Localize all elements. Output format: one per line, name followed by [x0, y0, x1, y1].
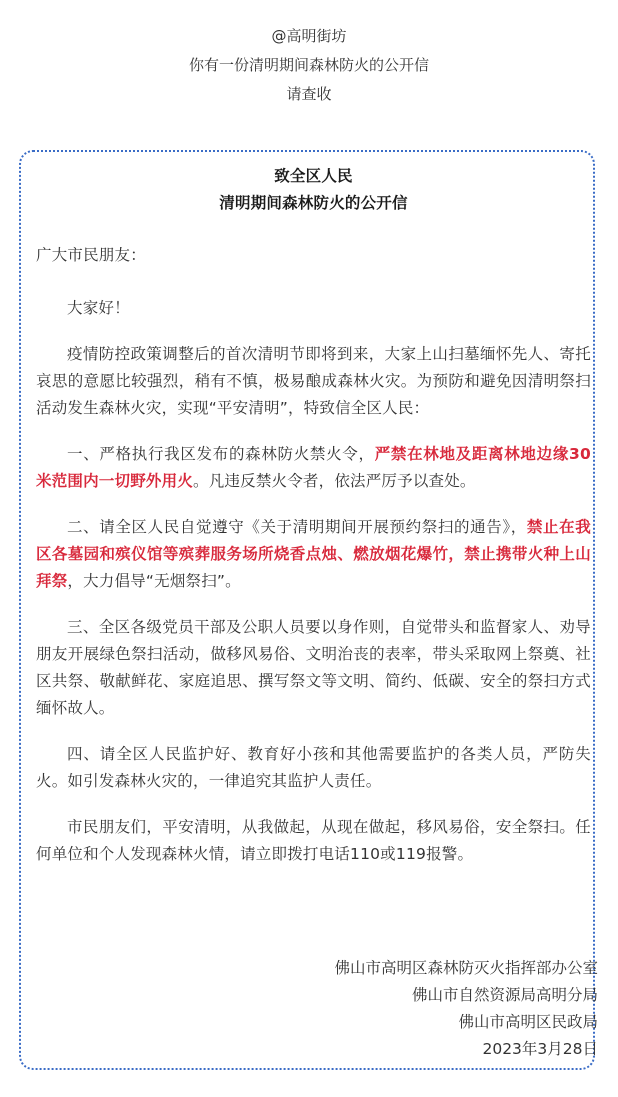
signatory-bureau: 佛山市高明区民政局: [458, 1013, 598, 1031]
intro-line: 请查收: [286, 85, 332, 103]
intro-line: 你有一份清明期间森林防火的公开信: [188, 56, 429, 74]
item-text: 一、严格执行我区发布的森林防火禁火令，: [67, 445, 375, 463]
letter-title-line: 致全区人民: [274, 167, 353, 185]
letter-date: 2023年3月28日: [482, 1040, 598, 1058]
salutation: 广大市民朋友：: [36, 246, 146, 264]
greeting: 大家好！: [67, 299, 130, 317]
letter-title: [36, 163, 591, 217]
highlighted-prohibition: 严禁在林地及距离林地边缘30米范围内一切野外用火: [36, 445, 591, 490]
intro-block: [0, 22, 618, 109]
signature-block: [334, 955, 598, 1063]
account-handle: @高明街坊: [271, 27, 347, 45]
item-one-paragraph: [36, 441, 591, 495]
letter-title-line: 清明期间森林防火的公开信: [219, 194, 408, 212]
item-text: ，大力倡导“无烟祭扫”。: [67, 572, 241, 590]
closing-paragraph: 市民朋友们，平安清明，从我做起，从现在做起，移风易俗，安全祭扫。任何单位和个人发现森林火情，请立即拨打电话110或119报警。: [36, 818, 591, 863]
item-three-paragraph: 三、全区各级党员干部及公职人员要以身作则，自觉带头和监督家人、劝导朋友开展绿色祭扫活动，做移风易俗、文明治丧的表率，带头采取网上祭奠、社区共祭、敬献鲜花、家庭追思、撰写祭文等文明、简约、低碳、安全的祭扫方式缅怀故人。: [36, 618, 591, 717]
intro-paragraph: 疫情防控政策调整后的首次清明节即将到来，大家上山扫墓缅怀先人、寄托哀思的意愿比较强烈，稍有不慎，极易酿成森林火灾。为预防和避免因清明祭扫活动发生森林火灾，实现“平安清明”，特致信全区人民：: [36, 345, 591, 417]
letter-body: [36, 150, 604, 868]
item-four-paragraph: 四、请全区人民监护好、教育好小孩和其他需要监护的各类人员，严防失火。如引发森林火灾的，一律追究其监护人责任。: [36, 745, 591, 790]
item-text: 。凡违反禁火令者，依法严厉予以查处。: [193, 472, 476, 490]
signatory-bureau: 佛山市自然资源局高明分局: [411, 986, 598, 1004]
item-two-paragraph: [36, 514, 591, 595]
highlighted-prohibition: 禁止在我区各墓园和殡仪馆等殡葬服务场所烧香点烛、燃放烟花爆竹，禁止携带火种上山拜祭: [36, 518, 591, 590]
signatory-office: 佛山市高明区森林防灭火指挥部办公室: [334, 959, 598, 977]
item-text: 二、请全区人民自觉遵守《关于清明期间开展预约祭扫的通告》，: [67, 518, 527, 536]
